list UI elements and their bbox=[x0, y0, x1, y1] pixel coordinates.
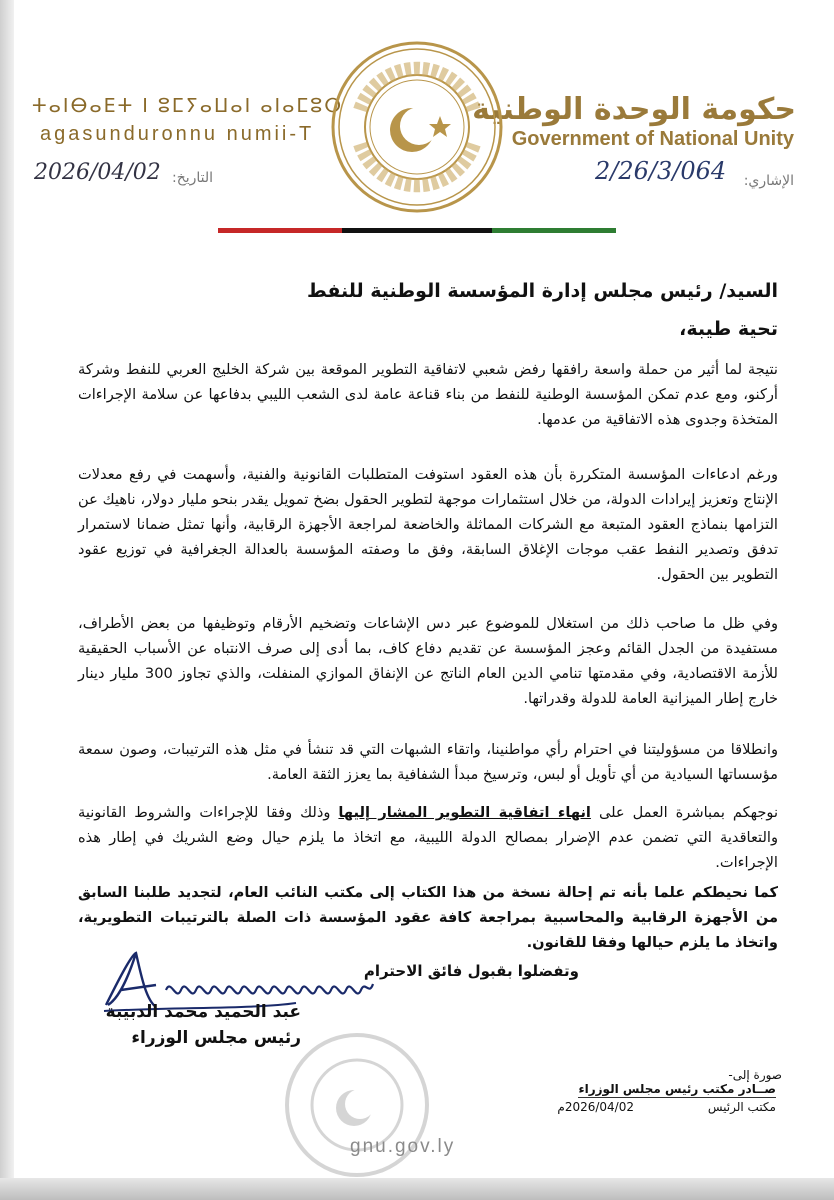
flag-red-segment bbox=[218, 228, 342, 233]
directive-text-start: نوجهكم بمباشرة العمل على bbox=[598, 804, 779, 821]
paragraph-3: وفي ظل ما صاحب ذلك من استغلال للموضوع عبر دس الإشاعات وتضخيم الأرقام وتوظيفها من بعض الأطراف، مستفيدة من الجدل القائم وعجز المؤسسة عن تقديم دفاع كاف، بما أدى إلى صرف الانتباه عن الأسباب الحقيقية للأزمة الاقتصادية، وفي مقدمتها تنامي الدين العام الناتج عن الإنفاق الموازي المنفلت، والذي تجاوز 300 مليار دينار خارج إطار الميزانية العامة للدولة وقدراتها. bbox=[78, 615, 778, 707]
arabic-gov-name: حكومة الوحدة الوطنية bbox=[472, 92, 796, 127]
flag-black-segment bbox=[342, 228, 491, 233]
signer-name: عبد الحميد محمد الدبيبة bbox=[105, 1002, 301, 1022]
cc-title: صورة إلى- bbox=[728, 1068, 782, 1082]
date-label: التاريخ: bbox=[172, 170, 214, 186]
paragraph-5-directive bbox=[78, 800, 778, 875]
paragraph-1: نتيجة لما أثير من حملة واسعة رافقها رفض شعبي لاتفاقية التطوير الموقعة بين شركة الخليج العربي للنفط وشركة أركنو، ومع عدم تمكن المؤسسة الوطنية للنفط من بناء قناعة عامة لدى الشعب الليبي بدفاعها عن سلامة الإجراءات المتخذة وجدوى هذه الاتفاقية من عدمها. bbox=[78, 361, 778, 428]
date-value: 2026/04/02 bbox=[34, 160, 161, 185]
latin-gov-name: agasunduronnu numii-T bbox=[40, 123, 315, 145]
closing-salutation: وتفضلوا بقبول فائق الاحترام bbox=[363, 962, 579, 980]
paragraph-4: وانطلاقا من مسؤوليتنا في احترام رأي مواطنينا، واتقاء الشبهات التي قد تنشأ في مثل هذه الترتيبات، وصون سمعة مؤسساتها السيادية من أي تأويل أو لبس، وترسيخ مبدأ الشفافية بما يعزز الثقة العامة. bbox=[78, 741, 778, 783]
english-gov-name: Government of National Unity bbox=[511, 128, 794, 150]
letter-greeting: تحية طيبة، bbox=[679, 318, 778, 340]
signer-title: رئيس مجلس الوزراء bbox=[131, 1028, 301, 1048]
tifinagh-gov-name: ⵜⴰⵏⴱⴰⴹⵜ ⵏ ⵓⵎⵢⴰⵡⴰⵏ ⴰⵏⴰⵎⵓⵔ bbox=[32, 95, 344, 117]
letter-recipient: السيد/ رئيس مجلس إدارة المؤسسة الوطنية للنفط bbox=[306, 280, 778, 302]
stamp-office: مكتب الرئيس bbox=[707, 1100, 776, 1114]
flag-color-divider bbox=[218, 228, 616, 233]
website-url: gnu.gov.ly bbox=[350, 1136, 456, 1157]
scan-edge-left bbox=[0, 0, 14, 1200]
paragraph-2: ورغم ادعاءات المؤسسة المتكررة بأن هذه العقود استوفت المتطلبات القانونية والفنية، وأسهمت في رفع معدلات الإنتاج وتعزيز إيرادات الدولة، من خلال استثمارات موجهة لتطوير الحقول بضخ تمويل يقدر بنحو مليار دولار، ناهيك عن التزامها بنماذج العقود المتبعة مع الشركات المماثلة والخاضعة لمراجعة الأجهزة الرقابية، وأنها تمثل ضمانا لاستمرار تدفق وتصدير النفط عقب موجات الإغلاق السابقة، وفق ما وصفته المؤسسة بالعدالة الجغرافية في توزيع عقود التطوير بين الحقول. bbox=[78, 466, 778, 583]
flag-green-segment bbox=[492, 228, 616, 233]
directive-underlined-text: انهاء اتفاقية التطوير المشار إليها bbox=[338, 804, 591, 821]
reference-number: 2/26/3/064 bbox=[595, 157, 727, 185]
paragraph-6-referral: كما نحيطكم علما بأنه تم إحالة نسخة من هذا الكتاب إلى مكتب النائب العام، لتجديد طلبنا السابق من الأجهزة الرقابية والمحاسبية بمراجعة كافة عقود المؤسسة ذات الصلة بالترتيبات التطويرية، واتخاذ ما يلزم حيالها وفقا للقانون. bbox=[78, 884, 778, 951]
reference-label: الإشاري: bbox=[743, 173, 794, 189]
stamp-date: 2026/04/02م bbox=[557, 1100, 634, 1114]
directive-text-end: وذلك وفقا للإجراءات والشروط القانونية والتعاقدية التي تضمن عدم الإضرار بمصالح الدولة الليبية، مع اتخاذ ما يلزم حيال وضع الشريك في إطار هذه الإجراءات. bbox=[78, 804, 778, 871]
state-emblem-logo bbox=[330, 40, 504, 214]
scan-edge-bottom bbox=[0, 1178, 834, 1200]
outgoing-stamp: صــادر مكتب رئيس مجلس الوزراء bbox=[578, 1082, 776, 1096]
